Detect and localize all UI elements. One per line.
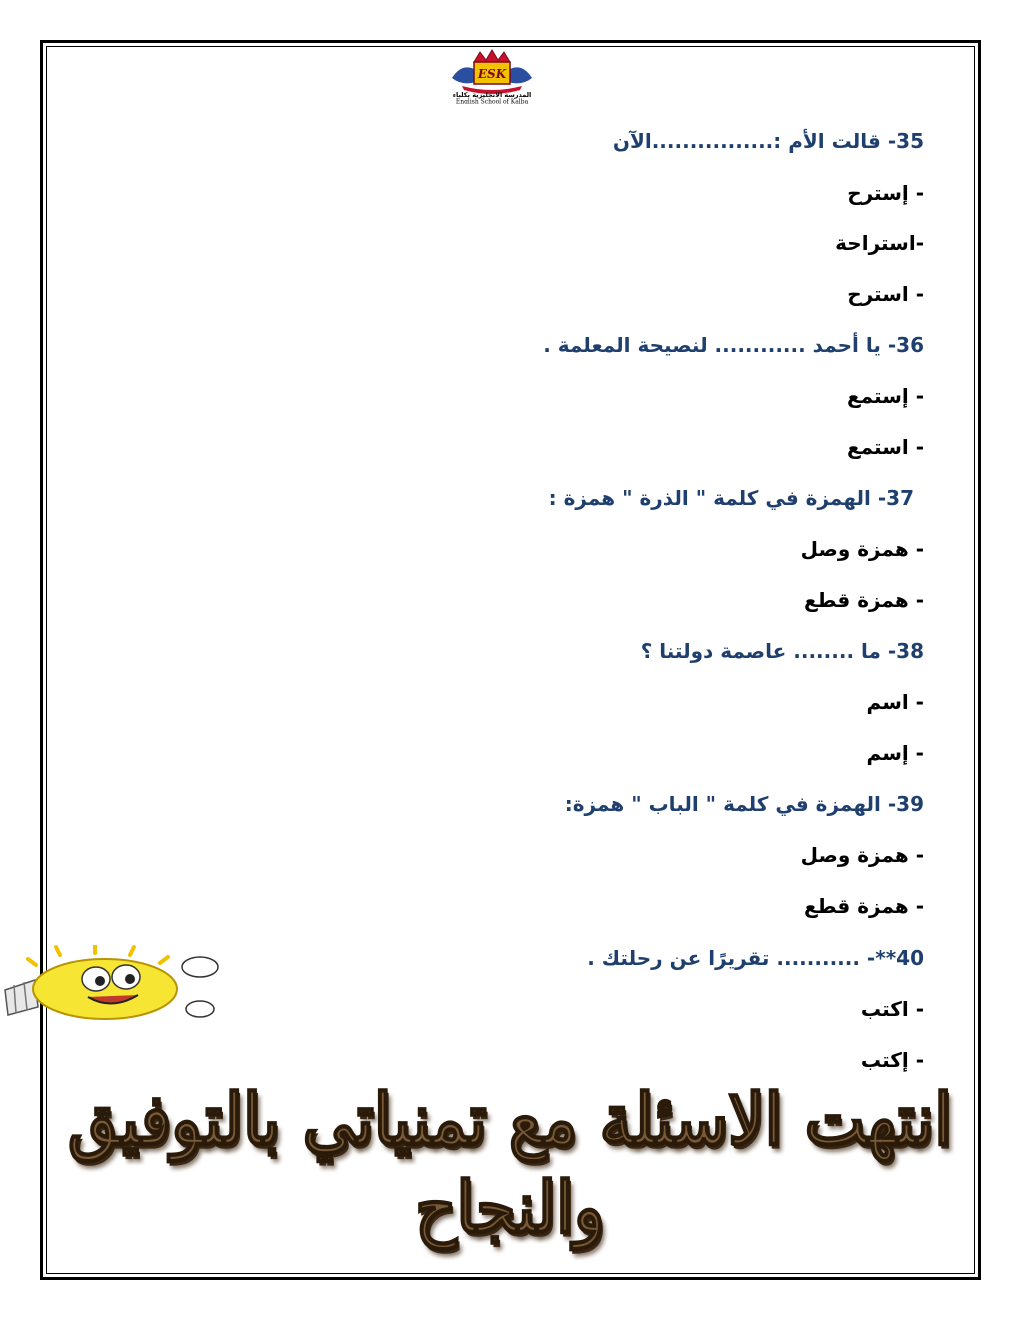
question-37: 37- الهمزة في كلمة " الذرة " همزة : <box>548 486 914 510</box>
question-35-option-3: - استرح <box>847 282 924 306</box>
question-37-option-2: - همزة قطع <box>804 588 924 612</box>
closing-message <box>0 1079 1020 1250</box>
logo-initials: ESK <box>477 67 507 81</box>
logo-arabic-name: المدرسة الانجليزية بكلباء <box>452 91 532 99</box>
school-logo <box>432 48 552 104</box>
question-35-option-2: -استراحة <box>835 231 924 255</box>
question-40: 40**- ........... تقريرًا عن رحلتك . <box>587 946 924 970</box>
logo-english-name: English School of Kalba <box>455 98 529 104</box>
lightbulb-icon <box>0 945 240 1025</box>
question-38-option-2: - إسم <box>866 741 924 765</box>
closing-text: انتهت الاسئلة مع تمنياتي بالتوفيق والنجاح <box>68 1079 952 1250</box>
question-38: 38- ما ........ عاصمة دولتنا ؟ <box>640 639 924 663</box>
question-35: 35- قالت الأم :................الآن <box>612 129 924 153</box>
question-40-option-1: - اكتب <box>860 997 924 1021</box>
question-39-option-2: - همزة قطع <box>804 894 924 918</box>
question-36-option-1: - إستمع <box>846 384 924 408</box>
question-39-option-1: - همزة وصل <box>800 843 924 867</box>
question-40-option-2: - إكتب <box>860 1048 924 1072</box>
question-35-option-1: - إسترح <box>847 181 924 205</box>
question-38-option-1: - اسم <box>866 690 924 714</box>
question-36-option-2: - استمع <box>846 435 924 459</box>
question-37-option-1: - همزة وصل <box>800 537 924 561</box>
question-36: 36- يا أحمد ............ لنصيحة المعلمة . <box>543 333 924 357</box>
question-39: 39- الهمزة في كلمة " الباب " همزة: <box>564 792 924 816</box>
